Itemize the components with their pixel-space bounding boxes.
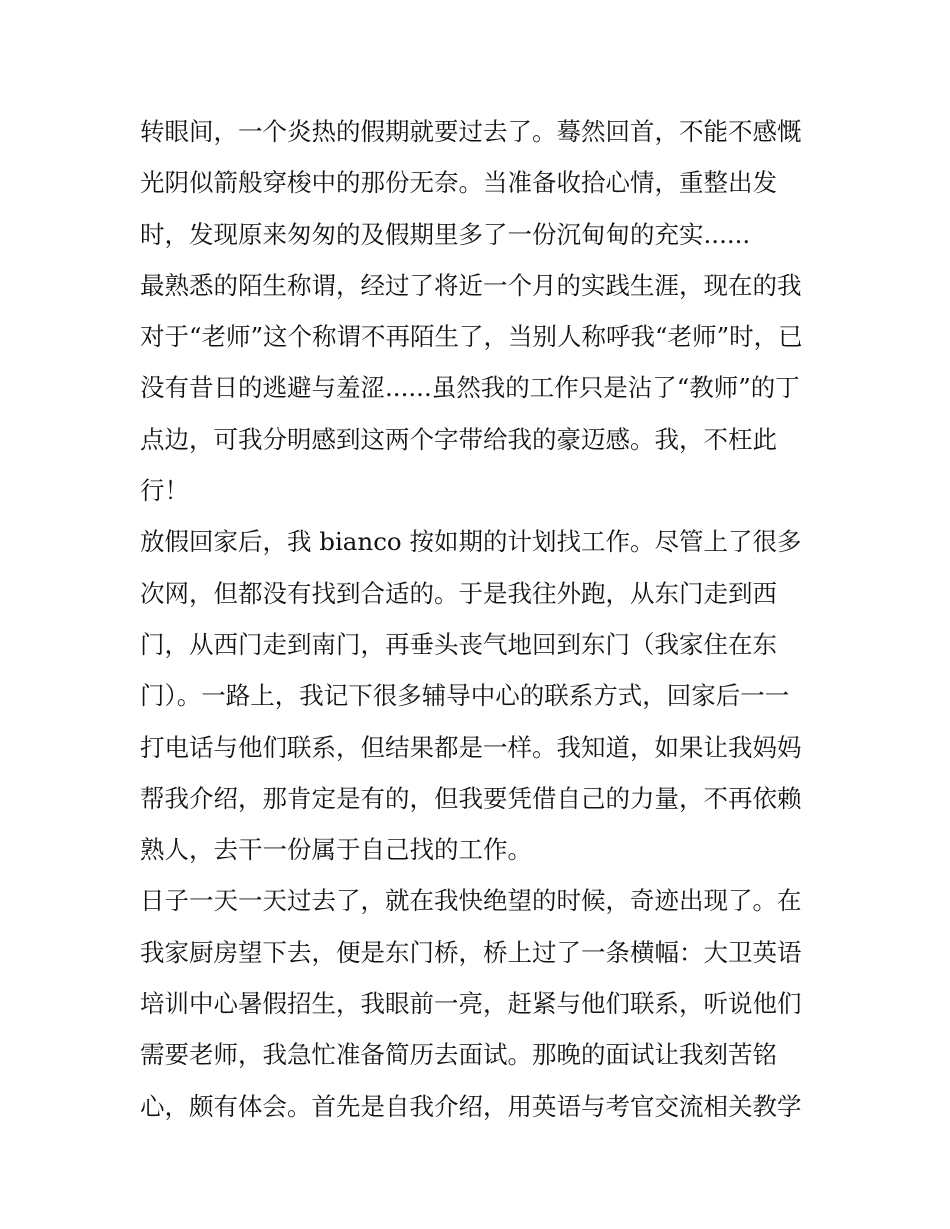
text-line: 需要老师，我急忙准备简历去面试。那晚的面试让我刻苦铭 [140, 1040, 777, 1070]
paragraph-4 [140, 875, 812, 1131]
paragraph-2 [140, 260, 812, 516]
text-line: 门，从西门走到南门，再垂头丧气地回到东门（我家住在东 [140, 629, 777, 659]
text-line: 没有昔日的逃避与羞涩......虽然我的工作只是沾了“教师”的丁 [140, 373, 800, 403]
text-line: 点边，可我分明感到这两个字带给我的豪迈感。我，不枉此 [140, 424, 777, 454]
text-line: 门）。一路上，我记下很多辅导中心的联系方式，回家后一一 [140, 681, 790, 711]
text-line: 打电话与他们联系，但结果都是一样。我知道，如果让我妈妈 [140, 732, 802, 762]
text-line: 对于“老师”这个称谓不再陌生了，当别人称呼我“老师”时，已 [140, 322, 803, 352]
paragraph-3 [140, 516, 812, 875]
document-page [140, 106, 812, 1132]
text-line: 次网，但都没有找到合适的。于是我往外跑，从东门走到西 [140, 578, 777, 608]
text-line: 放假回家后，我 bianco 按如期的计划找工作。尽管上了很多 [140, 527, 802, 557]
text-line: 心，颇有体会。首先是自我介绍，用英语与考官交流相关教学 [140, 1091, 802, 1121]
text-line: 我家厨房望下去，便是东门桥，桥上过了一条横幅：大卫英语 [140, 937, 802, 967]
paragraph-1 [140, 106, 812, 260]
text-line: 最熟悉的陌生称谓，经过了将近一个月的实践生涯，现在的我 [140, 270, 802, 300]
text-line: 日子一天一天过去了，就在我快绝望的时候，奇迹出现了。在 [140, 886, 802, 916]
text-line: 行！ [140, 476, 189, 506]
text-line: 熟人，去干一份属于自己找的工作。 [140, 835, 532, 865]
text-line: 时，发现原来匆匆的及假期里多了一份沉甸甸的充实...... [140, 219, 751, 249]
text-line: 培训中心暑假招生，我眼前一亮，赶紧与他们联系，听说他们 [140, 989, 802, 1019]
text-line: 转眼间，一个炎热的假期就要过去了。蓦然回首，不能不感慨 [140, 117, 802, 146]
text-line: 光阴似箭般穿梭中的那份无奈。当准备收拾心情，重整出发 [140, 168, 777, 198]
text-line: 帮我介绍，那肯定是有的，但我要凭借自己的力量，不再依赖 [140, 783, 802, 813]
